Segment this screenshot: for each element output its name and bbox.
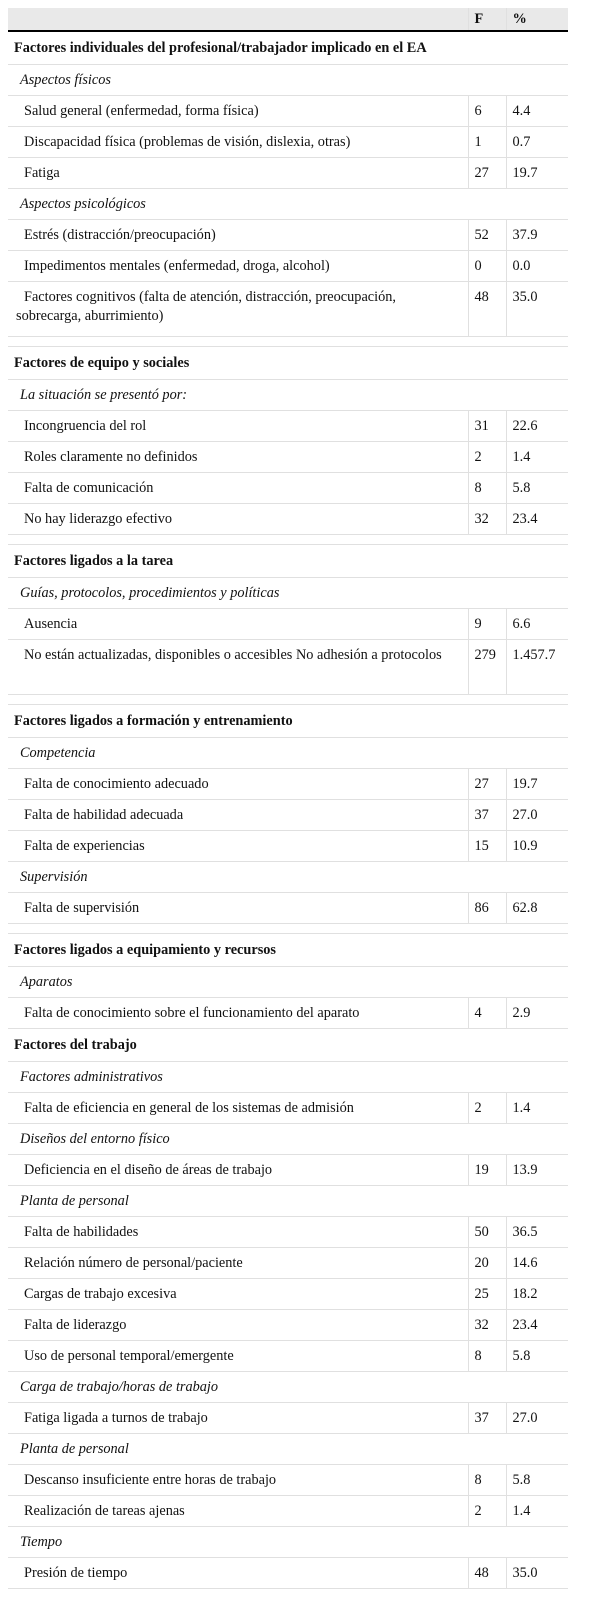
subsection-row: [8, 65, 568, 96]
frequency-value: 8: [468, 1341, 506, 1372]
table-row: [8, 504, 568, 535]
table-body: [8, 31, 568, 1589]
header-blank: [8, 8, 468, 31]
subsection-title: Tiempo: [8, 1527, 568, 1558]
factor-label: Discapacidad física (problemas de visión, dislexia, otras): [8, 127, 468, 158]
frequency-value: 25: [468, 1279, 506, 1310]
subsection-title: Aparatos: [8, 967, 568, 998]
frequency-value: 32: [468, 1310, 506, 1341]
frequency-value: 37: [468, 800, 506, 831]
factor-label: Impedimentos mentales (enfermedad, droga, alcohol): [8, 251, 468, 282]
percent-value: 0.0: [506, 251, 568, 282]
subsection-row: [8, 1527, 568, 1558]
table-row: [8, 893, 568, 924]
frequency-value: 9: [468, 609, 506, 640]
frequency-value: 8: [468, 1465, 506, 1496]
frequency-value: 279: [468, 640, 506, 695]
section-title: Factores ligados a la tarea: [8, 545, 568, 578]
percent-value: 36.5: [506, 1217, 568, 1248]
percent-value: 5.8: [506, 1341, 568, 1372]
spacer-cell: [8, 535, 568, 545]
subsection-row: [8, 578, 568, 609]
factor-label: Realización de tareas ajenas: [8, 1496, 468, 1527]
subsection-row: [8, 189, 568, 220]
table-row: [8, 1465, 568, 1496]
percent-value: 5.8: [506, 1465, 568, 1496]
factor-label: Relación número de personal/paciente: [8, 1248, 468, 1279]
percent-value: 22.6: [506, 411, 568, 442]
subsection-title: Planta de personal: [8, 1186, 568, 1217]
table-row: [8, 998, 568, 1029]
spacer-cell: [8, 924, 568, 934]
frequency-value: 19: [468, 1155, 506, 1186]
factor-label: Falta de eficiencia en general de los sistemas de admisión: [8, 1093, 468, 1124]
factor-label: Falta de experiencias: [8, 831, 468, 862]
table-row: [8, 1279, 568, 1310]
subsection-title: Factores administrativos: [8, 1062, 568, 1093]
percent-value: 35.0: [506, 282, 568, 337]
factor-label: Falta de supervisión: [8, 893, 468, 924]
frequency-value: 8: [468, 473, 506, 504]
table-row: [8, 609, 568, 640]
subsection-row: [8, 967, 568, 998]
percent-value: 19.7: [506, 769, 568, 800]
factor-label: Falta de conocimiento adecuado: [8, 769, 468, 800]
percent-value: 1.4: [506, 1093, 568, 1124]
subsection-title: Guías, protocolos, procedimientos y políticas: [8, 578, 568, 609]
subsection-row: [8, 380, 568, 411]
table-row: [8, 1341, 568, 1372]
section-title: Factores del trabajo: [8, 1029, 568, 1062]
spacer-cell: [8, 337, 568, 347]
percent-value: 62.8: [506, 893, 568, 924]
header-percent: %: [506, 8, 568, 31]
section-header-row: [8, 1029, 568, 1062]
frequency-value: 52: [468, 220, 506, 251]
subsection-row: [8, 862, 568, 893]
section-header-row: [8, 347, 568, 380]
table-row: [8, 1496, 568, 1527]
percent-value: 0.7: [506, 127, 568, 158]
table-row: [8, 127, 568, 158]
header-row: [8, 8, 568, 31]
subsection-title: Supervisión: [8, 862, 568, 893]
frequency-value: 1: [468, 127, 506, 158]
percent-value: 23.4: [506, 504, 568, 535]
subsection-row: [8, 1186, 568, 1217]
factor-label: Incongruencia del rol: [8, 411, 468, 442]
spacer-row: [8, 924, 568, 934]
section-title: Factores ligados a equipamiento y recursos: [8, 934, 568, 967]
factor-label: Presión de tiempo: [8, 1558, 468, 1589]
percent-value: 6.6: [506, 609, 568, 640]
percent-value: 18.2: [506, 1279, 568, 1310]
frequency-value: 6: [468, 96, 506, 127]
subsection-row: [8, 1372, 568, 1403]
factor-label: Falta de conocimiento sobre el funcionamiento del aparato: [8, 998, 468, 1029]
frequency-value: 31: [468, 411, 506, 442]
factor-label: Fatiga: [8, 158, 468, 189]
table-row: [8, 831, 568, 862]
frequency-value: 32: [468, 504, 506, 535]
factor-label: Estrés (distracción/preocupación): [8, 220, 468, 251]
frequency-value: 86: [468, 893, 506, 924]
table-row: [8, 769, 568, 800]
factor-label: Fatiga ligada a turnos de trabajo: [8, 1403, 468, 1434]
percent-value: 27.0: [506, 800, 568, 831]
percent-value: 1.457.7: [506, 640, 568, 695]
table-row: [8, 1248, 568, 1279]
percent-value: 1.4: [506, 1496, 568, 1527]
subsection-row: [8, 1062, 568, 1093]
table-row: [8, 220, 568, 251]
factor-label: Falta de comunicación: [8, 473, 468, 504]
factor-label: Falta de liderazgo: [8, 1310, 468, 1341]
subsection-title: Diseños del entorno físico: [8, 1124, 568, 1155]
frequency-value: 4: [468, 998, 506, 1029]
percent-value: 14.6: [506, 1248, 568, 1279]
section-header-row: [8, 934, 568, 967]
table-row: [8, 1558, 568, 1589]
percent-value: 37.9: [506, 220, 568, 251]
frequency-value: 15: [468, 831, 506, 862]
frequency-value: 2: [468, 442, 506, 473]
subsection-title: Carga de trabajo/horas de trabajo: [8, 1372, 568, 1403]
factor-label: Uso de personal temporal/emergente: [8, 1341, 468, 1372]
frequency-value: 48: [468, 282, 506, 337]
factor-label: Roles claramente no definidos: [8, 442, 468, 473]
percent-value: 35.0: [506, 1558, 568, 1589]
frequency-value: 2: [468, 1093, 506, 1124]
section-header-row: [8, 31, 568, 65]
subsection-title: Aspectos psicológicos: [8, 189, 568, 220]
section-title: Factores ligados a formación y entrenamiento: [8, 705, 568, 738]
factor-label: Cargas de trabajo excesiva: [8, 1279, 468, 1310]
factor-label: Salud general (enfermedad, forma física): [8, 96, 468, 127]
percent-value: 23.4: [506, 1310, 568, 1341]
table-row: [8, 640, 568, 695]
table-row: [8, 1217, 568, 1248]
section-header-row: [8, 545, 568, 578]
subsection-row: [8, 1124, 568, 1155]
percent-value: 4.4: [506, 96, 568, 127]
factors-table: [8, 8, 568, 1589]
table-row: [8, 282, 568, 337]
factor-label: Descanso insuficiente entre horas de trabajo: [8, 1465, 468, 1496]
spacer-cell: [8, 695, 568, 705]
table-row: [8, 158, 568, 189]
factor-label: Factores cognitivos (falta de atención, distracción, preocupación, sobrecarga, aburrimiento): [8, 282, 468, 337]
percent-value: 27.0: [506, 1403, 568, 1434]
subsection-title: Competencia: [8, 738, 568, 769]
section-header-row: [8, 705, 568, 738]
table-header: [8, 8, 568, 31]
spacer-row: [8, 695, 568, 705]
frequency-value: 50: [468, 1217, 506, 1248]
section-title: Factores individuales del profesional/trabajador implicado en el EA: [8, 31, 568, 65]
percent-value: 10.9: [506, 831, 568, 862]
table-row: [8, 442, 568, 473]
frequency-value: 2: [468, 1496, 506, 1527]
table-row: [8, 1155, 568, 1186]
frequency-value: 37: [468, 1403, 506, 1434]
percent-value: 2.9: [506, 998, 568, 1029]
header-frequency: F: [468, 8, 506, 31]
table-row: [8, 1403, 568, 1434]
factor-label: No están actualizadas, disponibles o accesibles No adhesión a protocolos: [8, 640, 468, 695]
table-row: [8, 1093, 568, 1124]
factor-label: Falta de habilidades: [8, 1217, 468, 1248]
frequency-value: 27: [468, 158, 506, 189]
spacer-row: [8, 337, 568, 347]
frequency-value: 27: [468, 769, 506, 800]
table-row: [8, 800, 568, 831]
factor-label: No hay liderazgo efectivo: [8, 504, 468, 535]
subsection-row: [8, 738, 568, 769]
percent-value: 1.4: [506, 442, 568, 473]
frequency-value: 48: [468, 1558, 506, 1589]
table-row: [8, 251, 568, 282]
factor-label: Ausencia: [8, 609, 468, 640]
frequency-value: 0: [468, 251, 506, 282]
percent-value: 5.8: [506, 473, 568, 504]
table-row: [8, 1310, 568, 1341]
subsection-row: [8, 1434, 568, 1465]
table-row: [8, 96, 568, 127]
percent-value: 13.9: [506, 1155, 568, 1186]
table-row: [8, 411, 568, 442]
percent-value: 19.7: [506, 158, 568, 189]
spacer-row: [8, 535, 568, 545]
subsection-title: La situación se presentó por:: [8, 380, 568, 411]
frequency-value: 20: [468, 1248, 506, 1279]
subsection-title: Aspectos físicos: [8, 65, 568, 96]
factor-label: Falta de habilidad adecuada: [8, 800, 468, 831]
subsection-title: Planta de personal: [8, 1434, 568, 1465]
section-title: Factores de equipo y sociales: [8, 347, 568, 380]
table-row: [8, 473, 568, 504]
factor-label: Deficiencia en el diseño de áreas de trabajo: [8, 1155, 468, 1186]
